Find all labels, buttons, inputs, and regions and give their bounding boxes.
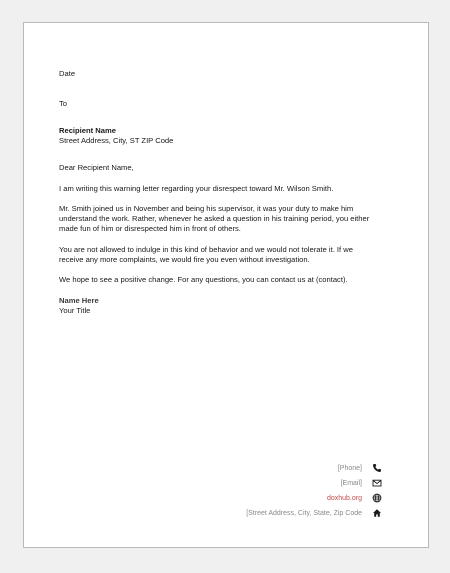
to-line: To [59, 99, 68, 108]
paragraph-3 [59, 245, 353, 265]
footer-website[interactable] [327, 493, 382, 503]
sender-name: Name Here [59, 296, 99, 305]
date-line: Date [59, 69, 76, 78]
paragraph-1: I am writing this warning letter regarding your disrespect toward Mr. Wilson Smith. [59, 184, 334, 193]
phone-text: [Phone] [337, 464, 362, 472]
paragraph-3-line: receive any more complaints, we would fire you even without investigation. [59, 255, 310, 264]
email-text: [Email] [340, 479, 362, 487]
envelope-icon [372, 478, 382, 488]
paragraph-2-line: made fun of him or disrespected him in front of others. [59, 224, 241, 233]
paragraph-4: We hope to see a positive change. For any questions, you can contact us at (contact). [59, 275, 348, 284]
recipient-block [59, 126, 173, 146]
sender-title: Your Title [59, 306, 91, 315]
address-text: [Street Address, City, State, Zip Code [246, 509, 362, 517]
signature-block [59, 296, 99, 316]
paragraph-2-line: understand the work. Rather, whenever he asked a question in his training period, you either [59, 214, 370, 223]
paragraph-3-line: You are not allowed to indulge in this kind of behavior and we would not tolerate it. If we [59, 245, 353, 254]
globe-icon [372, 493, 382, 503]
footer-email [341, 478, 382, 488]
recipient-address: Street Address, City, ST ZIP Code [59, 136, 174, 145]
paragraph-2 [59, 204, 369, 234]
recipient-name: Recipient Name [59, 126, 116, 135]
footer-address [246, 508, 382, 518]
salutation: Dear Recipient Name, [59, 163, 134, 172]
document-page [23, 22, 429, 548]
paragraph-2-line: Mr. Smith joined us in November and being his supervisor, it was your duty to make him [59, 204, 354, 213]
website-link[interactable]: doxhub.org [326, 494, 362, 502]
footer-phone [338, 463, 382, 473]
home-icon [372, 508, 382, 518]
phone-icon [372, 463, 382, 473]
